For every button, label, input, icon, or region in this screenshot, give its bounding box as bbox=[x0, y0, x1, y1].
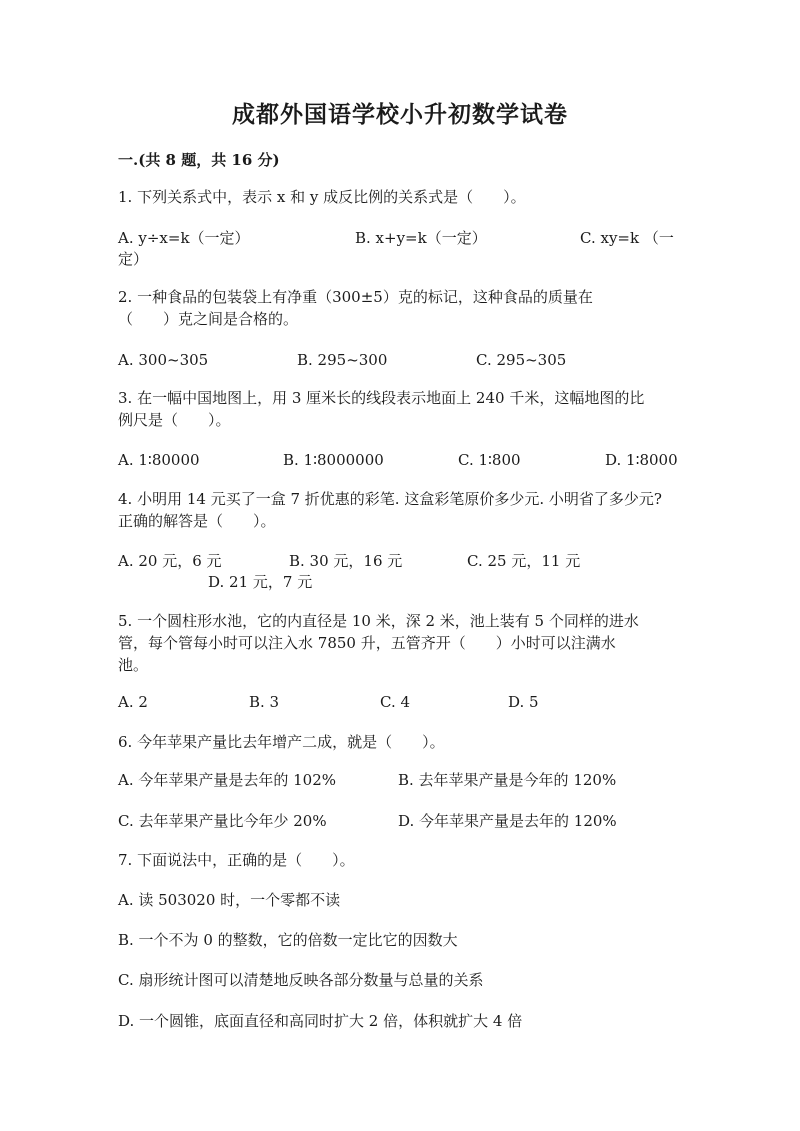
question-3-option-c: C. 1∶800 bbox=[458, 451, 521, 469]
question-3-option-b: B. 1∶8000000 bbox=[283, 451, 384, 469]
question-2-stem-line-1: 2. 一种食品的包装袋上有净重（300±5）克的标记，这种食品的质量在 bbox=[118, 288, 593, 306]
question-2-stem-line-2: （ ）克之间是合格的。 bbox=[118, 310, 299, 328]
question-1-option-c-wrap: 定） bbox=[118, 250, 149, 268]
question-3-stem-line-2: 例尺是（ ）。 bbox=[118, 411, 231, 429]
question-6-option-a: A. 今年苹果产量是去年的 102% bbox=[118, 771, 337, 789]
question-3-option-d: D. 1∶8000 bbox=[605, 451, 678, 469]
question-4-option-a: A. 20 元，6 元 bbox=[118, 552, 222, 570]
question-1-option-a: A. y÷x=k（一定） bbox=[118, 229, 250, 247]
section-heading: 一.(共 8 题，共 16 分) bbox=[118, 151, 280, 169]
question-1-option-c: C. xy=k （一 bbox=[580, 229, 674, 247]
question-6-stem: 6. 今年苹果产量比去年增产二成，就是（ ）。 bbox=[118, 733, 445, 751]
question-1-stem: 1. 下列关系式中，表示 x 和 y 成反比例的关系式是（ ）。 bbox=[118, 188, 526, 206]
question-6-option-b: B. 去年苹果产量是今年的 120% bbox=[398, 771, 617, 789]
question-4-option-d: D. 21 元，7 元 bbox=[208, 573, 313, 591]
question-5-stem-line-1: 5. 一个圆柱形水池，它的内直径是 10 米，深 2 米，池上装有 5 个同样的进水 bbox=[118, 612, 639, 630]
question-5-stem-line-2: 管，每个管每小时可以注入水 7850 升，五管齐开（ ）小时可以注满水 bbox=[118, 634, 616, 652]
question-5-option-c: C. 4 bbox=[380, 693, 411, 711]
question-6-option-d: D. 今年苹果产量是去年的 120% bbox=[398, 812, 617, 830]
question-7-option-b: B. 一个不为 0 的整数，它的倍数一定比它的因数大 bbox=[118, 931, 458, 949]
question-1-option-b: B. x+y=k（一定） bbox=[355, 229, 487, 247]
question-4-stem-line-2: 正确的解答是（ ）。 bbox=[118, 512, 276, 530]
question-7-option-c: C. 扇形统计图可以清楚地反映各部分数量与总量的关系 bbox=[118, 971, 484, 989]
question-3-stem-line-1: 3. 在一幅中国地图上，用 3 厘米长的线段表示地面上 240 千米，这幅地图的比 bbox=[118, 389, 645, 407]
question-7-option-a: A. 读 503020 时，一个零都不读 bbox=[118, 891, 341, 909]
question-2-option-a: A. 300~305 bbox=[118, 351, 209, 369]
question-6-option-c: C. 去年苹果产量比今年少 20% bbox=[118, 812, 327, 830]
question-5-option-a: A. 2 bbox=[118, 693, 148, 711]
question-7-option-d: D. 一个圆锥，底面直径和高同时扩大 2 倍，体积就扩大 4 倍 bbox=[118, 1012, 523, 1030]
question-4-option-b: B. 30 元，16 元 bbox=[289, 552, 403, 570]
question-4-option-c: C. 25 元，11 元 bbox=[467, 552, 581, 570]
question-5-option-d: D. 5 bbox=[508, 693, 539, 711]
question-3-option-a: A. 1∶80000 bbox=[118, 451, 200, 469]
question-4-stem-line-1: 4. 小明用 14 元买了一盒 7 折优惠的彩笔. 这盒彩笔原价多少元. 小明省了多少元? bbox=[118, 490, 662, 508]
question-7-stem: 7. 下面说法中，正确的是（ ）。 bbox=[118, 851, 355, 869]
question-5-stem-line-3: 池。 bbox=[118, 656, 149, 674]
page-title: 成都外国语学校小升初数学试卷 bbox=[232, 101, 568, 128]
question-2-option-b: B. 295~300 bbox=[297, 351, 388, 369]
question-5-option-b: B. 3 bbox=[249, 693, 280, 711]
question-2-option-c: C. 295~305 bbox=[476, 351, 567, 369]
